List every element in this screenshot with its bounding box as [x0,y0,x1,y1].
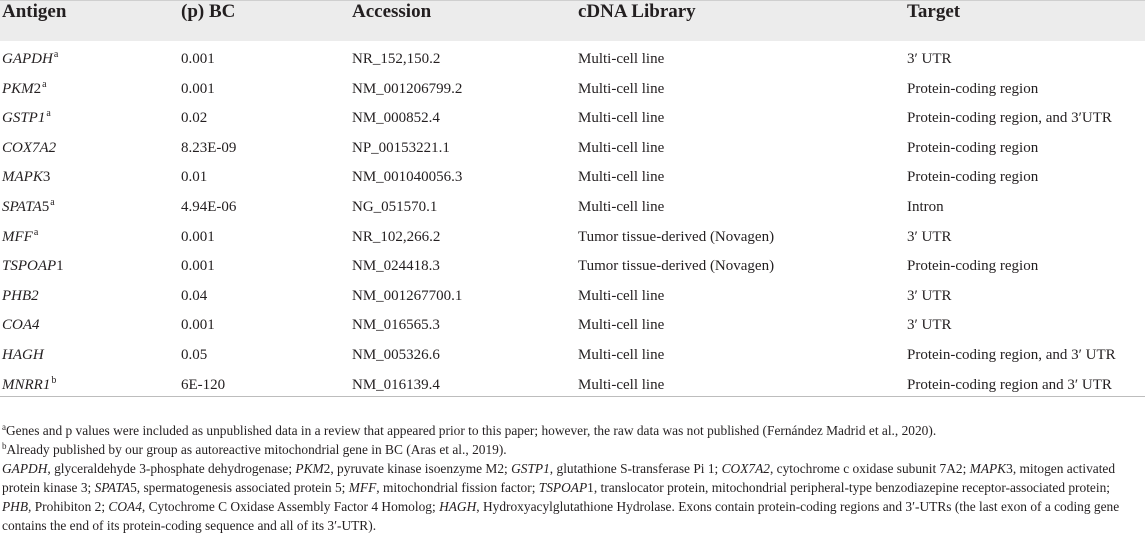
footnote-marker: a [53,49,59,60]
abbr-term: SPATA [94,480,131,495]
accession-cell: NR_152,150.2 [352,51,441,67]
p-value-cell: 8.23E-09 [181,139,237,156]
gene-name: COX7A2 [2,139,57,156]
gene-suffix: 2 [33,80,42,97]
accession-cell: NM_000852.4 [352,110,440,127]
abbr-definition: , glutathione S-transferase Pi 1; [549,461,722,476]
abbr-term: HAGH [439,499,477,514]
antigen-cell [2,139,57,157]
footnote-marker: a [46,108,51,120]
p-value-cell: 0.04 [181,287,208,304]
p-value-cell: 4.94E-06 [181,198,237,215]
abbr-term: MAPK [969,461,1007,476]
library-cell: Multi-cell line [578,198,665,215]
table-row [0,189,1145,219]
abbreviations [2,459,1142,535]
antigen-cell [2,109,51,127]
abbr-definition: 2, pyruvate kinase isoenzyme M2; [323,461,512,476]
target-cell: 3′ UTR [907,317,952,334]
abbr-term: TSPOAP [538,480,588,495]
target-cell: 3′ UTR [907,287,952,304]
library-cell: Multi-cell line [578,376,665,393]
gene-name: GSTP1 [2,110,46,127]
target-cell: Protein-coding region, and 3′UTR [907,110,1112,127]
abbr-definition: Prohibiton 2; [31,499,109,514]
abbr-term: PKM [295,461,324,476]
gene-name: PKM [2,80,34,97]
library-cell: Tumor tissue-derived (Novagen) [578,258,775,275]
table-row [0,41,1145,71]
accession-cell: NM_001267700.1 [352,287,463,304]
gene-suffix: 3 [42,169,51,186]
abbr-term: COX7A2 [721,461,770,476]
gene-name: MNRR1 [2,376,51,393]
accession-cell: NM_024418.3 [352,258,440,275]
target-cell: Intron [907,198,944,215]
accession-cell: NM_001040056.3 [352,169,463,186]
table-row [0,278,1145,308]
footnote-b-mark: b [2,441,7,451]
accession-cell: NM_001206799.2 [352,80,463,97]
p-value-cell: 0.001 [181,80,215,97]
footnote-b-text: Already published by our group as autoreactive mitochondrial gene in BC (Aras et al., 2019). [6,442,507,457]
gene-name: COA4 [2,317,40,334]
gene-name: PHB2 [2,287,39,304]
abbr-definition: , Hydroxyacylglutathione Hydrolase. Exons contain protein-coding regions and 3′-UTRs (the last exon of a coding gene contains the end of its protein-coding sequence and all of its 3′-UTR). [2,499,1120,533]
antigen-cell [2,80,47,98]
gene-suffix: 5 [41,198,50,215]
abbr-term: PHB, [2,499,32,514]
gene-name: MFF [2,228,33,245]
abbr-term: GSTP1 [511,461,550,476]
footnote-marker: b [51,374,57,386]
p-value-cell: 0.05 [181,346,208,363]
abbr-definition: , cytochrome c oxidase subunit 7A2; [769,461,970,476]
abbr-definition: , mitochondrial fission factor; [376,480,539,495]
target-cell: Protein-coding region and 3′ UTR [907,376,1112,393]
accession-cell: NP_00153221.1 [352,139,450,156]
target-cell: Protein-coding region [907,169,1039,186]
abbr-definition: 1, translocator protein, mitochondrial peripheral-type benzodiazepine receptor-associated protein; [587,480,1111,495]
p-value-cell: 0.001 [181,51,215,67]
header-accession: Accession [352,1,432,22]
library-cell: Multi-cell line [578,346,665,363]
table-row [0,219,1145,249]
table-body [0,41,1145,397]
header-antigen: Antigen [2,1,67,22]
library-cell: Multi-cell line [578,51,665,67]
footnote-a-text: Genes and p values were included as unpublished data in a review that appeared prior to this paper; however, the raw data was not published (Fernández Madrid et al., 2020). [6,423,937,438]
table-row [0,248,1145,278]
library-cell: Multi-cell line [578,287,665,304]
header-bc: (p) BC [181,1,236,22]
p-value-cell: 0.02 [181,110,208,127]
antigen-cell [2,346,45,364]
antigen-cell [2,376,56,394]
p-value-cell: 0.001 [181,258,215,275]
antigen-cell [2,287,40,305]
antigen-cell [2,257,65,275]
gene-name: SPATA [2,198,42,215]
abbr-definition: , Cytochrome C Oxidase Assembly Factor 4 Homolog; [141,499,440,514]
header-target: Target [907,1,961,22]
footnote-a [2,421,1142,440]
gene-name: HAGH [2,346,44,363]
abbr-term: GAPDH [2,461,48,476]
table-row [0,159,1145,189]
library-cell: Multi-cell line [578,317,665,334]
abbr-term: MFF [348,480,377,495]
target-cell: 3′ UTR [907,51,952,67]
library-cell: Tumor tissue-derived (Novagen) [578,228,775,245]
gene-suffix: 1 [56,258,64,275]
table-row [0,337,1145,367]
footnote-a-mark: a [2,422,6,432]
table-row [0,367,1145,397]
gene-name: TSPOAP [2,258,57,275]
antigen-cell [2,198,55,216]
table-row [0,71,1145,101]
footnote-marker: a [33,226,39,238]
antigen-cell [2,168,51,186]
accession-cell: NM_016565.3 [352,317,440,334]
target-cell: 3′ UTR [907,228,952,245]
footnote-marker: a [50,196,55,208]
gene-name: GAPDH [2,51,53,67]
library-cell: Multi-cell line [578,80,665,97]
footnote-b [2,440,1142,459]
p-value-cell: 0.001 [181,317,215,334]
target-cell: Protein-coding region [907,139,1039,156]
footnote-marker: a [42,78,47,90]
p-value-cell: 0.001 [181,228,215,245]
gene-name: MAPK [2,169,43,186]
target-cell: Protein-coding region [907,80,1039,97]
abbr-term: COA4 [108,499,142,514]
p-value-cell: 0.01 [181,169,208,186]
target-cell: Protein-coding region [907,258,1039,275]
library-cell: Multi-cell line [578,169,665,186]
accession-cell: NR_102,266.2 [352,228,441,245]
abbr-definition: , glyceraldehyde 3-phosphate dehydrogenase; [47,461,296,476]
table-row [0,100,1145,130]
p-value-cell: 6E-120 [181,376,226,393]
abbr-definition: 3, mitogen activated protein kinase 3; [2,461,1116,495]
table-row [0,307,1145,337]
antigen-cell [2,316,41,334]
antigen-cell [2,50,58,68]
header-library: cDNA Library [578,1,696,22]
target-cell: Protein-coding region, and 3′ UTR [907,346,1116,363]
abbr-definition: 5, spermatogenesis associated protein 5; [130,480,349,495]
library-cell: Multi-cell line [578,110,665,127]
accession-cell: NM_016139.4 [352,376,440,393]
table-row [0,130,1145,160]
table-header [0,0,1145,41]
accession-cell: NG_051570.1 [352,198,438,215]
accession-cell: NM_005326.6 [352,346,440,363]
library-cell: Multi-cell line [578,139,665,156]
antigen-cell [2,228,38,246]
table-footnotes [2,421,1142,535]
